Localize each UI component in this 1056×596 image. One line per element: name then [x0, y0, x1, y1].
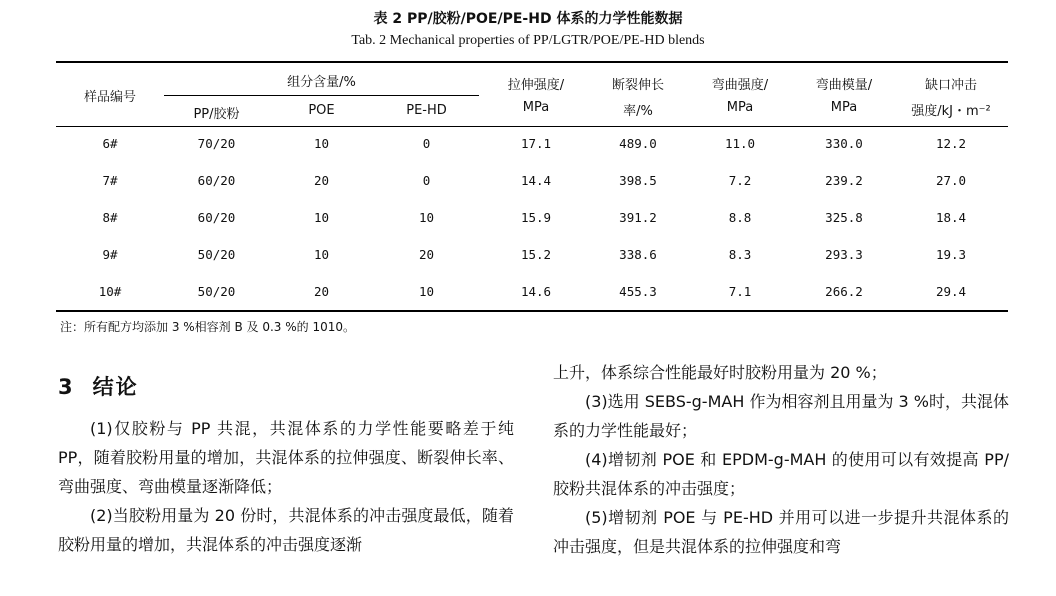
cell-sample: 9#	[102, 247, 118, 262]
header-sample: 样品编号	[83, 90, 136, 105]
cell-pp-rubber: 60/20	[197, 210, 236, 225]
cell-pehd: 10	[418, 210, 435, 225]
paragraph-5: (5)增韧剂 POE 与 PE-HD 并用可以进一步提升共混体系的冲击强度，但是共混体系的拉伸强度和弯	[553, 508, 1009, 556]
left-column	[58, 360, 514, 559]
table-caption-en: Tab. 2 Mechanical properties of PP/LGTR/POE/PE-HD blends	[351, 33, 705, 48]
cell-flex-strength: 7.1	[728, 284, 752, 299]
cell-tensile: 15.2	[520, 247, 552, 262]
cell-pp-rubber: 70/20	[197, 136, 236, 151]
cell-impact: 27.0	[935, 173, 967, 188]
section-heading	[58, 373, 514, 402]
cell-flex-modulus: 293.3	[825, 247, 863, 262]
cell-impact: 19.3	[935, 247, 967, 262]
cell-sample: 8#	[102, 210, 118, 225]
cell-impact: 18.4	[935, 210, 967, 225]
cell-tensile: 15.9	[520, 210, 552, 225]
cell-elongation: 489.0	[619, 136, 657, 151]
cell-poe: 10	[313, 210, 330, 225]
paragraph-4: (4)增韧剂 POE 和 EPDM-g-MAH 的使用可以有效提高 PP/胶粉共混体系的冲击强度；	[553, 450, 1009, 498]
cell-pp-rubber: 60/20	[197, 173, 236, 188]
cell-sample: 7#	[102, 173, 118, 188]
cell-impact: 12.2	[935, 136, 967, 151]
cell-tensile: 14.4	[520, 173, 552, 188]
cell-pehd: 10	[418, 284, 435, 299]
header-elong-line2: 率/%	[623, 104, 653, 119]
cell-pehd: 20	[418, 247, 435, 262]
table-header-rule	[56, 126, 1008, 127]
cell-pp-rubber: 50/20	[197, 284, 236, 299]
paragraph-2-continued: 上升，体系综合性能最好时胶粉用量为 20 %；	[553, 363, 887, 382]
cell-poe: 10	[313, 247, 330, 262]
cell-flex-modulus: 330.0	[825, 136, 863, 151]
cell-poe: 20	[313, 173, 330, 188]
right-column	[553, 358, 1009, 561]
cell-sample: 10#	[98, 284, 122, 299]
table-bottom-rule	[56, 310, 1008, 312]
cell-flex-strength: 11.0	[724, 136, 756, 151]
header-elong-line1: 断裂伸长	[611, 78, 664, 93]
header-flex-mod-line1: 弯曲模量/	[815, 78, 873, 93]
cell-elongation: 398.5	[619, 173, 657, 188]
header-flex-str-line1: 弯曲强度/	[711, 78, 769, 93]
header-tensile-line1: 拉伸强度/	[507, 78, 565, 93]
cell-pehd: 0	[422, 136, 431, 151]
header-poe: POE	[308, 103, 335, 118]
cell-flex-strength: 8.3	[728, 247, 752, 262]
section-title: 结论	[92, 375, 139, 399]
cell-poe: 20	[313, 284, 330, 299]
paragraph-1: (1)仅胶粉与 PP 共混，共混体系的力学性能要略差于纯 PP，随着胶粉用量的增加，共混体系的拉伸强度、断裂伸长率、弯曲强度、弯曲模量逐渐降低；	[58, 419, 514, 496]
cell-tensile: 17.1	[520, 136, 552, 151]
cell-flex-strength: 7.2	[728, 173, 752, 188]
cell-flex-modulus: 239.2	[825, 173, 863, 188]
cell-flex-modulus: 325.8	[825, 210, 863, 225]
cell-flex-modulus: 266.2	[825, 284, 863, 299]
table-note: 注：所有配方均添加 3 %相容剂 B 及 0.3 %的 1010。	[60, 320, 355, 334]
cell-poe: 10	[313, 136, 330, 151]
header-pp-rubber: PP/胶粉	[193, 107, 240, 122]
cell-pehd: 0	[422, 173, 431, 188]
table-sub-rule	[164, 95, 479, 96]
paragraph-3: (3)选用 SEBS-g-MAH 作为相容剂且用量为 3 %时，共混体系的力学性能最好；	[553, 392, 1009, 440]
cell-elongation: 455.3	[619, 284, 657, 299]
table-caption-cn: 表 2 PP/胶粉/POE/PE-HD 体系的力学性能数据	[373, 11, 683, 27]
cell-impact: 29.4	[935, 284, 967, 299]
header-tensile-line2: MPa	[522, 100, 550, 115]
cell-flex-strength: 8.8	[728, 210, 752, 225]
cell-elongation: 338.6	[619, 247, 657, 262]
header-pehd: PE-HD	[406, 103, 447, 118]
paragraph-2: (2)当胶粉用量为 20 份时，共混体系的冲击强度最低，随着胶粉用量的增加，共混体系的冲击强度逐渐	[58, 506, 514, 554]
header-impact-line2: 强度/kJ・m⁻²	[911, 104, 991, 119]
cell-pp-rubber: 50/20	[197, 247, 236, 262]
header-impact-line1: 缺口冲击	[924, 78, 977, 93]
header-flex-str-line2: MPa	[726, 100, 754, 115]
section-number: 3	[58, 375, 75, 399]
header-flex-mod-line2: MPa	[830, 100, 858, 115]
cell-elongation: 391.2	[619, 210, 657, 225]
table-top-rule	[56, 61, 1008, 63]
cell-tensile: 14.6	[520, 284, 552, 299]
cell-sample: 6#	[102, 136, 118, 151]
header-composition: 组分含量/%	[287, 75, 356, 90]
